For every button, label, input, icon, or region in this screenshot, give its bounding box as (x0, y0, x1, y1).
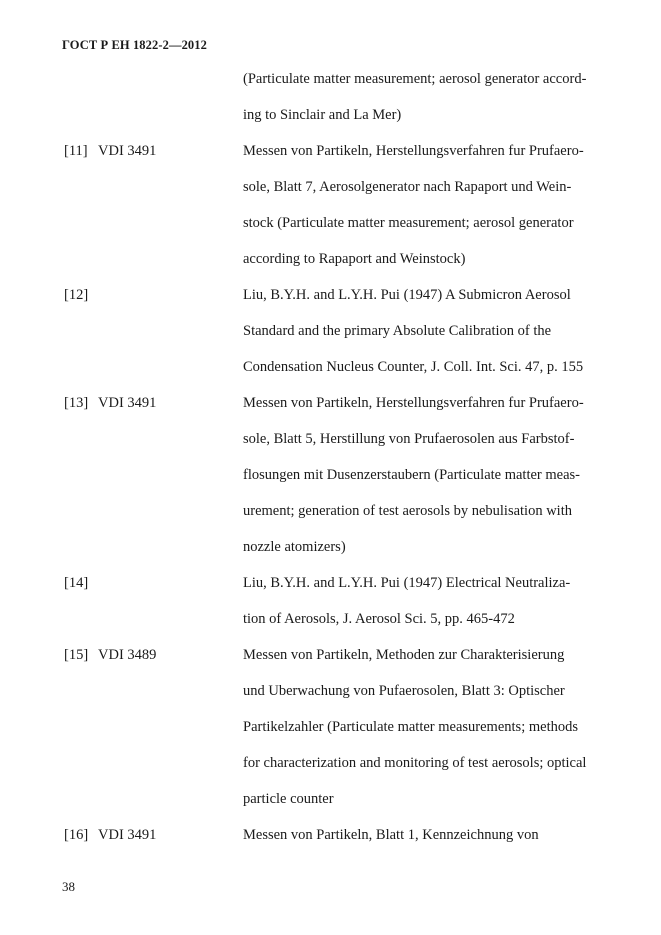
reference-text (243, 385, 623, 565)
reference-key (64, 565, 98, 601)
reference-text (243, 133, 623, 277)
reference-text-line: sole, Blatt 7, Aerosolgenerator nach Rapaport und Wein- (243, 179, 572, 195)
reference-text-line: sole, Blatt 5, Herstillung von Prufaerosolen aus Farbstof- (243, 431, 575, 447)
reference-text (243, 817, 623, 853)
reference-text-line: Liu, B.Y.H. and L.Y.H. Pui (1947) Electrical Neutraliza- (243, 575, 571, 591)
reference-text-line: ing to Sinclair and La Mer) (243, 107, 402, 123)
reference-key (64, 385, 156, 421)
reference-text-line: Partikelzahler (Particulate matter measurements; methods (243, 719, 578, 735)
reference-text-line: Messen von Partikeln, Herstellungsverfahren fur Prufaero- (243, 143, 584, 159)
bibliography-entry (0, 637, 661, 817)
reference-text-line: Liu, B.Y.H. and L.Y.H. Pui (1947) A Submicron Aerosol (243, 287, 571, 303)
bibliography-entry (0, 817, 661, 853)
reference-number: [16] (64, 827, 89, 843)
bibliography-entry (0, 61, 661, 133)
page-number: 38 (62, 879, 75, 894)
bibliography-entry (0, 133, 661, 277)
reference-text (243, 61, 623, 133)
bibliography-entry (0, 385, 661, 565)
reference-text-line: according to Rapaport and Weinstock) (243, 251, 466, 267)
reference-number: [12] (64, 287, 89, 303)
reference-text-line: nozzle atomizers) (243, 539, 346, 555)
reference-text-line: Standard and the primary Absolute Calibration of the (243, 323, 552, 339)
reference-key (64, 817, 156, 853)
reference-code: VDI 3489 (98, 647, 157, 663)
reference-text-line: particle counter (243, 791, 334, 807)
bibliography-list (0, 61, 661, 853)
reference-code: VDI 3491 (98, 143, 157, 159)
reference-key (64, 637, 156, 673)
reference-text-line: Messen von Partikeln, Methoden zur Charakterisierung (243, 647, 565, 663)
reference-key (64, 133, 156, 169)
reference-text (243, 637, 623, 817)
reference-text-line: tion of Aerosols, J. Aerosol Sci. 5, pp. 465-472 (243, 611, 515, 627)
reference-number: [11] (64, 143, 88, 159)
bibliography-entry (0, 565, 661, 637)
reference-key (64, 61, 98, 97)
reference-text-line: stock (Particulate matter measurement; aerosol generator (243, 215, 574, 231)
reference-text-line: Messen von Partikeln, Blatt 1, Kennzeichnung von (243, 827, 539, 843)
reference-text-line: Messen von Partikeln, Herstellungsverfahren fur Prufaero- (243, 395, 584, 411)
reference-code: VDI 3491 (98, 395, 157, 411)
reference-text-line: und Uberwachung von Pufaerosolen, Blatt 3: Optischer (243, 683, 565, 699)
reference-code: VDI 3491 (98, 827, 157, 843)
reference-text-line: for characterization and monitoring of test aerosols; optical (243, 755, 587, 771)
bibliography-entry (0, 277, 661, 385)
reference-text (243, 277, 623, 385)
reference-text (243, 565, 623, 637)
document-header: ГОСТ Р ЕН 1822-2—2012 (62, 38, 207, 52)
reference-number: [13] (64, 395, 89, 411)
reference-text-line: urement; generation of test aerosols by nebulisation with (243, 503, 572, 519)
reference-number: [14] (64, 575, 89, 591)
reference-text-line: flosungen mit Dusenzerstaubern (Particulate matter meas- (243, 467, 581, 483)
reference-key (64, 277, 98, 313)
reference-text-line: Condensation Nucleus Counter, J. Coll. Int. Sci. 47, p. 155 (243, 359, 584, 375)
reference-number: [15] (64, 647, 89, 663)
reference-text-line: (Particulate matter measurement; aerosol generator accord- (243, 71, 587, 87)
